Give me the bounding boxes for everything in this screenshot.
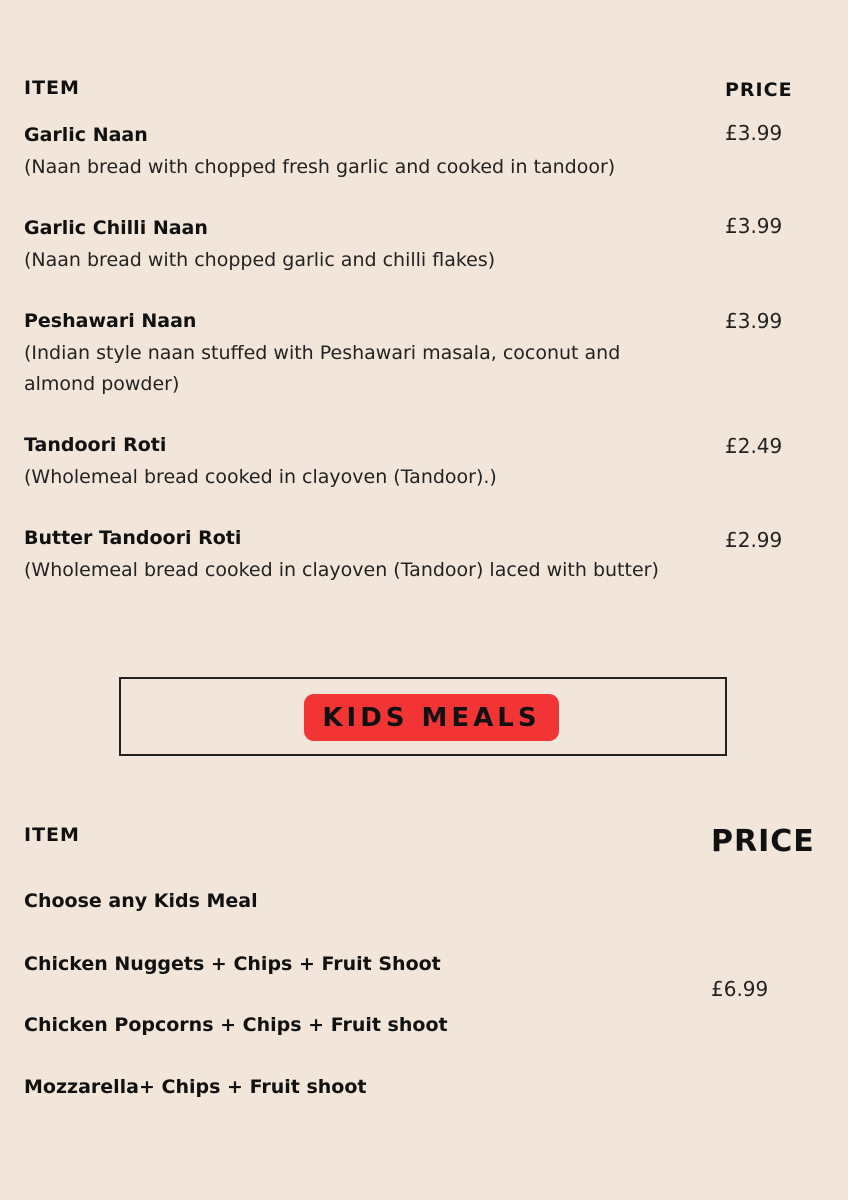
menu-item-price: £3.99 bbox=[725, 214, 783, 238]
menu-item-name: Butter Tandoori Roti bbox=[24, 527, 242, 549]
menu-item-price: £2.99 bbox=[725, 528, 783, 552]
menu-item-description: (Naan bread with chopped garlic and chilli flakes) bbox=[24, 249, 496, 271]
kids-meal-option: Mozzarella+ Chips + Fruit shoot bbox=[24, 1076, 367, 1098]
menu-item-name: Peshawari Naan bbox=[24, 310, 197, 332]
menu-item-price: £3.99 bbox=[725, 121, 783, 145]
menu-item bbox=[24, 215, 684, 276]
kids-meal-intro: Choose any Kids Meal bbox=[24, 890, 258, 912]
menu-item bbox=[24, 525, 684, 586]
menu-item-name: Tandoori Roti bbox=[24, 434, 167, 456]
menu-item bbox=[24, 122, 684, 183]
kids-meal-option: Chicken Nuggets + Chips + Fruit Shoot bbox=[24, 953, 441, 975]
menu-item-name: Garlic Chilli Naan bbox=[24, 217, 208, 239]
kids-meals-title: KIDS MEALS bbox=[304, 694, 559, 741]
menu-item-name: Garlic Naan bbox=[24, 124, 148, 146]
menu-item bbox=[24, 432, 684, 493]
kids-meal-price: £6.99 bbox=[711, 977, 769, 1001]
menu-item-price: £2.49 bbox=[725, 434, 783, 458]
menu-item bbox=[24, 308, 684, 400]
menu-item-description: (Wholemeal bread cooked in clayoven (Tandoor) laced with butter) bbox=[24, 559, 659, 581]
menu-item-price: £3.99 bbox=[725, 309, 783, 333]
menu-item-description: (Naan bread with chopped fresh garlic and cooked in tandoor) bbox=[24, 156, 616, 178]
kids-meal-option: Chicken Popcorns + Chips + Fruit shoot bbox=[24, 1014, 448, 1036]
menu-item-description: (Indian style naan stuffed with Peshawari masala, coconut and almond powder) bbox=[24, 342, 621, 395]
item-column-header: ITEM bbox=[24, 77, 80, 99]
kids-meals-banner bbox=[119, 677, 727, 756]
kids-price-column-header: PRICE bbox=[711, 824, 815, 859]
kids-item-column-header: ITEM bbox=[24, 824, 80, 846]
price-column-header: PRICE bbox=[725, 79, 793, 101]
menu-item-description: (Wholemeal bread cooked in clayoven (Tandoor).) bbox=[24, 466, 497, 488]
